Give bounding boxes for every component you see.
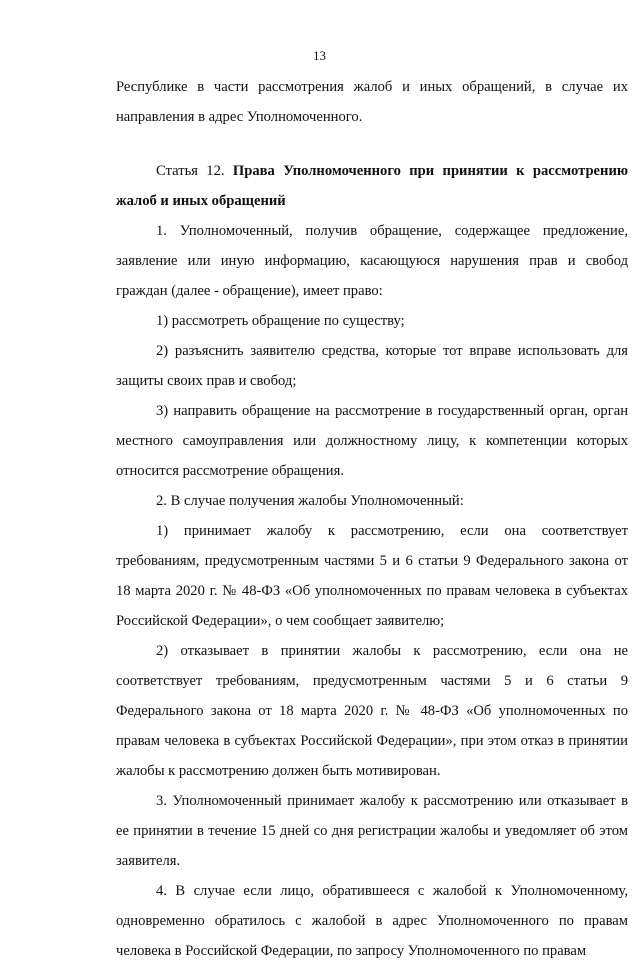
list-item-2-2: 2) отказывает в принятии жалобы к рассмотрению, если она не соответствует требованиям, предусмотренным частями 5 и 6 статьи 9 Федерального закона от 18 марта 2020 г. № 48-ФЗ «Об уполномоченных по правам человека в субъектах Российской Федерации», при этом отказ в принятии жалобы к рассмотрению должен быть мотивирован. [116,643,628,779]
article-heading [116,156,628,216]
list-item-1: 1) рассмотреть обращение по существу; [156,313,405,329]
list-item-2: 2) разъяснить заявителю средства, которые тот вправе использовать для защиты своих прав и свобод; [116,343,628,389]
paragraph-1: 1. Уполномоченный, получив обращение, содержащее предложение, заявление или иную информацию, касающуюся нарушения прав и свобод граждан (далее - обращение), имеет право: [116,223,628,299]
document-body [116,72,628,966]
page-number: 13 [313,48,326,63]
list-item-2-1: 1) принимает жалобу к рассмотрению, если она соответствует требованиям, предусмотренным частями 5 и 6 статьи 9 Федерального закона от 18 марта 2020 г. № 48-ФЗ «Об уполномоченных по правам человека в субъектах Российской Федерации», о чем сообщает заявителю; [116,523,628,629]
paragraph-continuation: Республике в части рассмотрения жалоб и иных обращений, в случае их направления в адрес Уполномоченного. [116,79,628,125]
paragraph-2: 2. В случае получения жалобы Уполномоченный: [156,493,464,509]
paragraph-4: 4. В случае если лицо, обратившееся с жалобой к Уполномоченному, одновременно обратилось с жалобой в адрес Уполномоченного по правам человека в Российской Федерации, по запросу Уполномоченного по правам [116,883,628,959]
article-title: Права Уполномоченного при принятии к рассмотрению жалоб и иных обращений [116,163,629,209]
paragraph-3: 3. Уполномоченный принимает жалобу к рассмотрению или отказывает в ее принятии в течение 15 дней со дня регистрации жалобы и уведомляет об этом заявителя. [116,793,628,869]
list-item-3: 3) направить обращение на рассмотрение в государственный орган, орган местного самоуправления или должностному лицу, к компетенции которых относится рассмотрение обращения. [116,403,628,479]
article-number: Статья 12. [156,163,233,179]
